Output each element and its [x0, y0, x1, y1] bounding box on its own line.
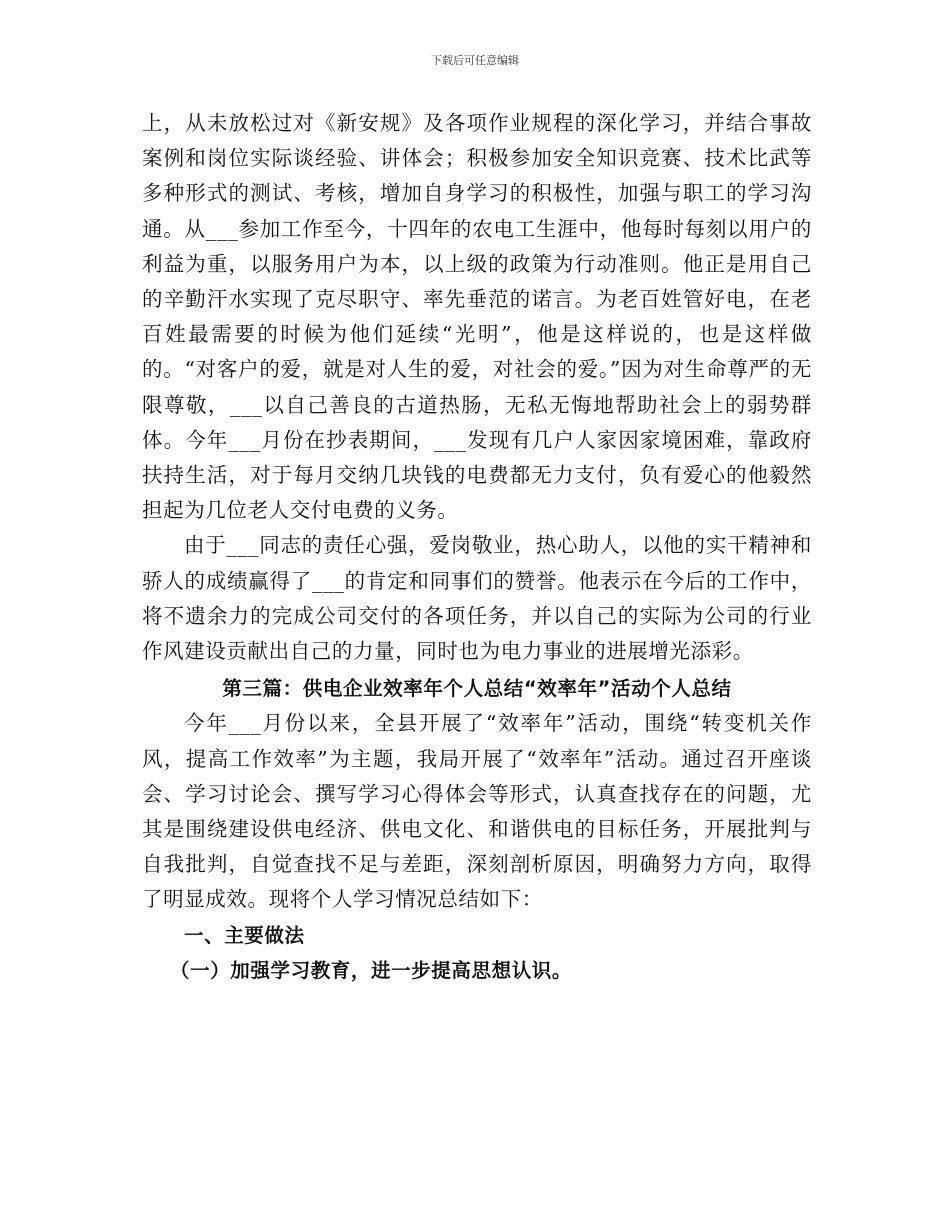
document-body	[142, 106, 812, 988]
section-title: 第三篇：供电企业效率年个人总结“效率年”活动个人总结	[222, 677, 732, 701]
body-paragraph-2: 由于___同志的责任心强，爱岗敬业，热心助人，以他的实干精神和骄人的成绩赢得了___的肯定和同事们的赞誉。他表示在今后的工作中，将不遗余力的完成公司交付的各项任务，并以自己的实际为公司的行业作风建设贡献出自己的力量，同时也为电力事业的进展增光添彩。	[142, 533, 812, 664]
body-paragraph-1: 上，从未放松过对《新安规》及各项作业规程的深化学习，并结合事故案例和岗位实际谈经验、讲体会；积极参加安全知识竞赛、技术比武等多种形式的测试、考核，增加自身学习的积极性，加强与职工的学习沟通。从___参加工作至今，十四年的农电工生涯中，他每时每刻以用户的利益为重，以服务用户为本，以上级的政策为行动准则。他正是用自己的辛勤汗水实现了克尽职守、率先垂范的诺言。为老百姓管好电，在老百姓最需要的时候为他们延续“光明”，他是这样说的，也是这样做的。“对客户的爱，就是对人生的爱，对社会的爱。”因为对生命尊严的无限尊敬，___以自己善良的古道热肠，无私无悔地帮助社会上的弱势群体。今年___月份在抄表期间，___发现有几户人家因家境困难，靠政府扶持生活，对于每月交纳几块钱的电费都无力支付，负有爱心的他毅然担起为几位老人交付电费的义务。	[142, 111, 812, 523]
body-paragraph-3: 今年___月份以来，全县开展了“效率年”活动，围绕“转变机关作风，提高工作效率”为主题，我局开展了“效率年”活动。通过召开座谈会、学习讨论会、撰写学习心得体会等形式，认真查找存在的问题，尤其是围绕建设供电经济、供电文化、和谐供电的目标任务，开展批判与自我批判，自觉查找不足与差距，深刻剖析原因，明确努力方向，取得了明显成效。现将个人学习情况总结如下：	[142, 711, 812, 912]
page-header: 下载后可任意编辑	[431, 54, 519, 67]
heading-strengthen-study: （一）加强学习教育，进一步提高思想认识。	[170, 958, 573, 982]
heading-main-practices: 一、主要做法	[184, 923, 305, 947]
